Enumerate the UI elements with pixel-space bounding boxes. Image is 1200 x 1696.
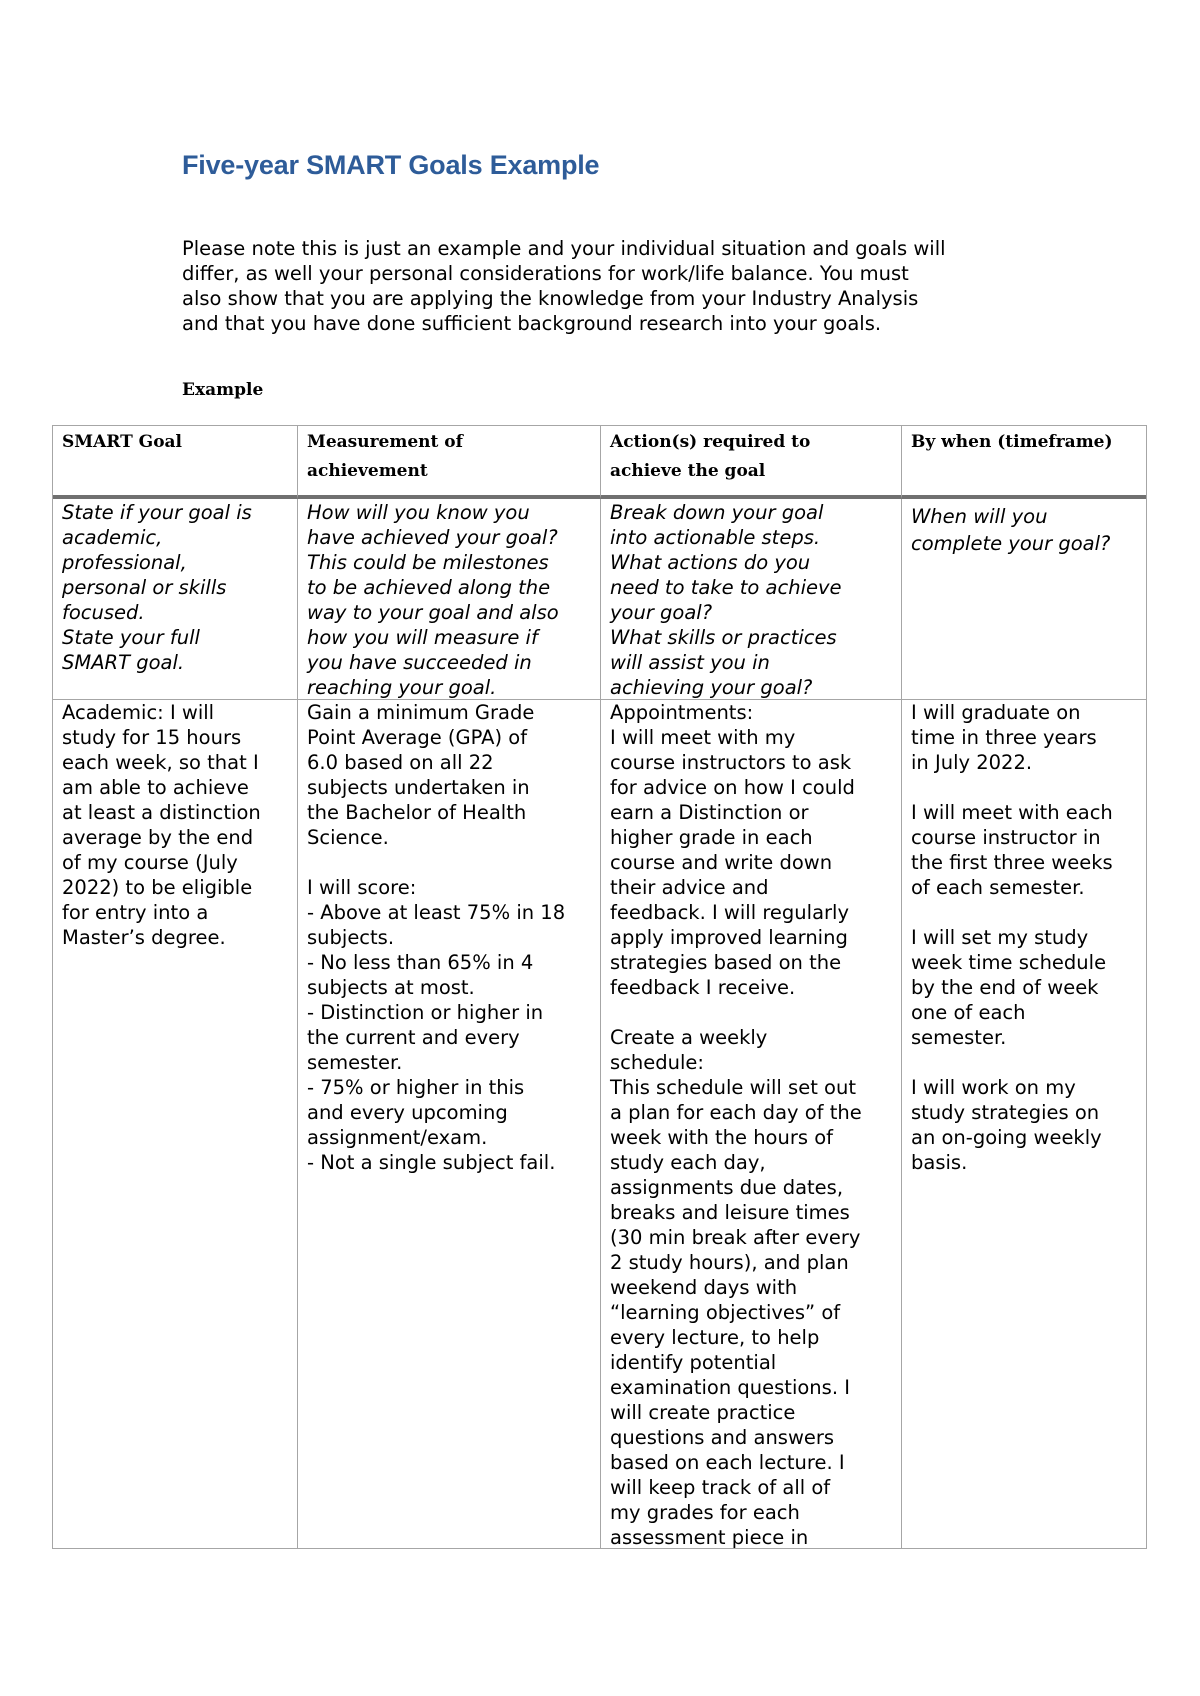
row-timeframe: I will graduate on time in three years in July 2022. I will meet with each course instructor in the first three weeks of each semester. I will set my study week time schedule by the end of week one of each semester. I will work on my study strategies on an on-going weekly basis. [911, 701, 1113, 1174]
smart-goals-table [52, 425, 1147, 1549]
intro-paragraph: Please note this is just an example and your individual situation and goals will differ, as well your personal considerations for work/life balance. You must also show that you are applying the knowledge from your Industry Analysis and that you have done sufficient background research into your goals. [182, 237, 946, 335]
header-actions: Action(s) required to achieve the goal [601, 426, 902, 499]
document-title: Five-year SMART Goals Example [182, 150, 600, 180]
guidance-timeframe: When will you complete your goal? [902, 499, 1146, 700]
header-timeframe: By when (timeframe) [902, 426, 1146, 499]
row-actions: Appointments: I will meet with my course instructors to ask for advice on how I could earn a Distinction or higher grade in each course and write down their advice and feedback. I will regularly apply improved learning strategies based on the feedback I receive. Create a weekly schedule: This schedule will set out a plan for each day of the week with the hours of study each day, assignments due dates, breaks and leisure times (30 min break after every 2 study hours), and plan weekend days with “learning objectives” of every lecture, to help identify potential examination questions. I will create practice questions and answers based on each lecture. I will keep track of all of my grades for each assessment piece in [601, 700, 902, 1548]
row-measurement: Gain a minimum Grade Point Average (GPA) of 6.0 based on all 22 subjects undertaken in the Bachelor of Health Science. I will score: - Above at least 75% in 18 subjects. - No less than 65% in 4 subjects at most. - Distinction or higher in the current and every semester. - 75% or higher in this and every upcoming assignment/exam. - Not a single subject fail. [298, 700, 601, 1548]
example-heading: Example [182, 380, 264, 400]
guidance-measurement: How will you know you have achieved your goal? This could be milestones to be achieved along the way to your goal and also how you will measure if you have succeeded in reaching your goal. [298, 499, 601, 700]
row-smart-goal: Academic: I will study for 15 hours each week, so that I am able to achieve at least a distinction average by the end of my course (July 2022) to be eligible for entry into a Master’s degree. [53, 700, 298, 1548]
guidance-smart-goal: State if your goal is academic, professional, personal or skills focused. State your full SMART goal. [53, 499, 298, 700]
guidance-actions: Break down your goal into actionable steps. What actions do you need to take to achieve your goal? What skills or practices will assist you in achieving your goal? [601, 499, 902, 700]
header-smart-goal: SMART Goal [53, 426, 298, 499]
header-measurement: Measurement of achievement [298, 426, 601, 499]
